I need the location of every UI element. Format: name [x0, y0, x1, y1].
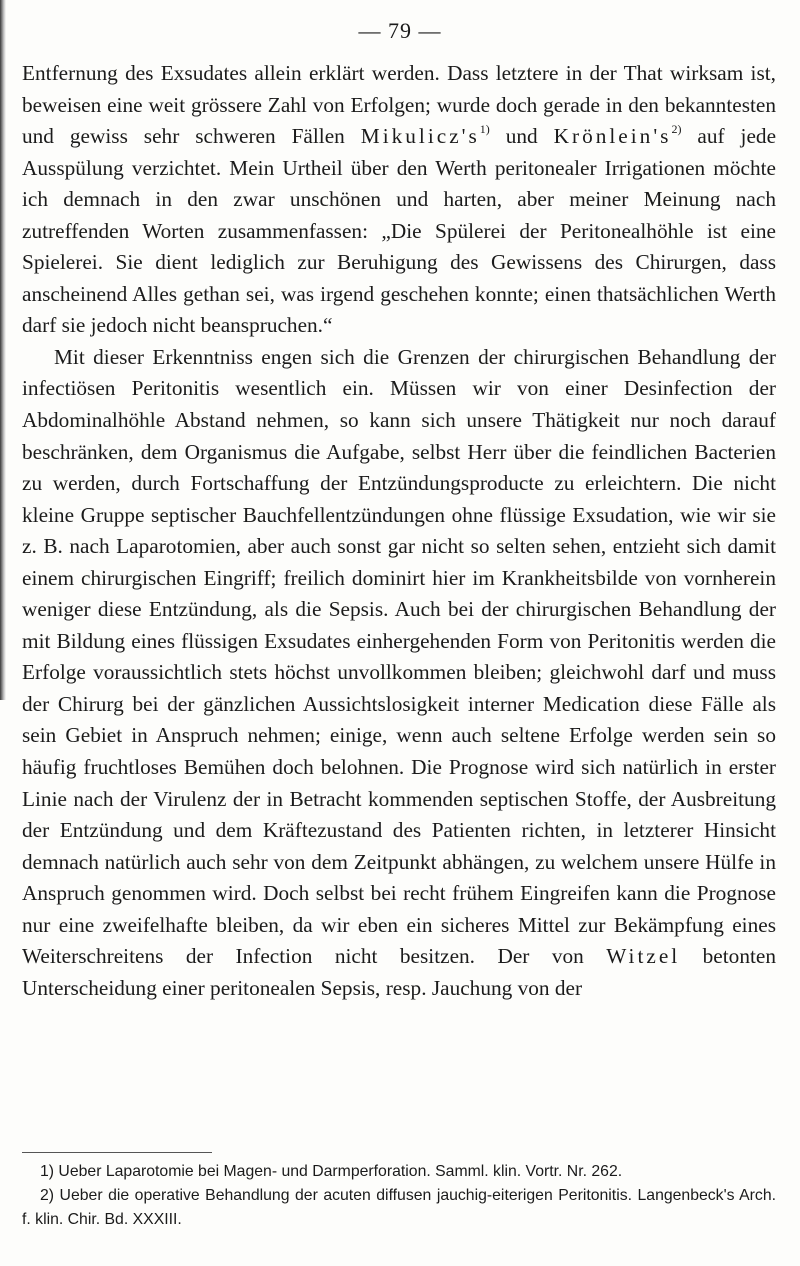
footnote-2: 2) Ueber die operative Behandlung der acuten diffusen jauchig-eiterigen Peritonitis. Langenbeck's Arch. f. klin. Chir. Bd. XXXIII. — [22, 1187, 776, 1228]
main-text — [22, 58, 776, 1004]
paragraph-1 — [22, 58, 776, 342]
author-mikulicz: Mikulicz's — [360, 124, 480, 149]
footnotes — [22, 1160, 776, 1232]
paragraph-1-end: auf jede Ausspülung verzichtet. Mein Urtheil über den Werth peritonealer Irrigationen möchte ich demnach in den zwar unschönen und harten, aber meiner Meinung nach zutreffenden Worten zusammenfassen: „Die Spülerei der Peritonealhöhle ist eine Spielerei. Sie dient lediglich zur Beruhigung des Gewissens des Chirurgen, dass anscheinend Alles gethan sei, was irgend geschehen konnte; einen thatsächlichen Werth darf sie jedoch nicht beanspruchen.“ — [22, 124, 777, 338]
paragraph-2 — [22, 342, 776, 1004]
footnote-ref-1: 1) — [479, 122, 490, 136]
paragraph-1-middle: und — [489, 124, 554, 149]
paragraph-2-end: betonten Unterscheidung einer peritonealen Sepsis, resp. Jauchung von der — [22, 944, 776, 1000]
page-number: — 79 — — [358, 18, 442, 43]
paragraph-1-start: Entfernung des Exsudates allein erklärt werden. Dass letztere in der That wirksam ist, beweisen eine weit grössere Zahl von Erfolgen; wurde doch gerade in den bekanntesten und gewiss sehr schweren Fällen — [22, 61, 776, 149]
footnote-ref-2: 2) — [671, 122, 682, 136]
paragraph-2-start: Mit dieser Erkenntniss engen sich die Grenzen der chirurgischen Behandlung der infectiösen Peritonitis wesentlich ein. Müssen wir von einer Desinfection der Abdominalhöhle Abstand nehmen, so kann sich unsere Thätigkeit nur noch darauf beschränken, dem Organismus die Aufgabe, selbst Herr über die feindlichen Bacterien zu werden, durch Fortschaffung der Entzündungsproducte zu erleichtern. Die nicht kleine Gruppe septischer Bauchfellentzündungen ohne flüssige Exsudation, wie wir sie z. B. nach Laparotomien, aber auch sonst gar nicht so selten sehen, entzieht sich damit einem chirurgischen Eingriff; freilich dominirt hier im Krankheitsbilde von vornherein weniger diese Entzündung, als die Sepsis. Auch bei der chirurgischen Behandlung der mit Bildung eines flüssigen Exsudates einhergehenden Form von Peritonitis werden die Erfolge voraussichtlich stets höchst unvollkommen bleiben; gleichwohl darf und muss der Chirurg bei der gänzlichen Aussichtslosigkeit interner Medication diese Fälle als sein Gebiet in Anspruch nehmen; einige, wenn auch seltene Erfolge werden sein so häufig fruchtloses Bemühen doch belohnen. Die Prognose wird sich natürlich in erster Linie nach der Virulenz der in Betracht kommenden septischen Stoffe, der Ausbreitung der Entzündung und dem Kräftezustand des Patienten richten, in letzterer Hinsicht demnach natürlich auch sehr von dem Zeitpunkt abhängen, zu welchem unsere Hülfe in Anspruch genommen wird. Doch selbst bei recht frühem Eingreifen kann die Prognose nur eine zweifelhafte bleiben, da wir eben ein sicheres Mittel zur Bekämpfung eines Weiterschreitens der Infection nicht besitzen. Der von — [22, 344, 776, 969]
footnote-divider — [22, 1152, 212, 1153]
author-kroenlein: Krönlein's — [553, 124, 672, 149]
author-witzel: Witzel — [606, 944, 681, 969]
footnote-1: 1) Ueber Laparotomie bei Magen- und Darmperforation. Samml. klin. Vortr. Nr. 262. — [40, 1163, 623, 1180]
scan-edge-shadow — [0, 0, 6, 700]
